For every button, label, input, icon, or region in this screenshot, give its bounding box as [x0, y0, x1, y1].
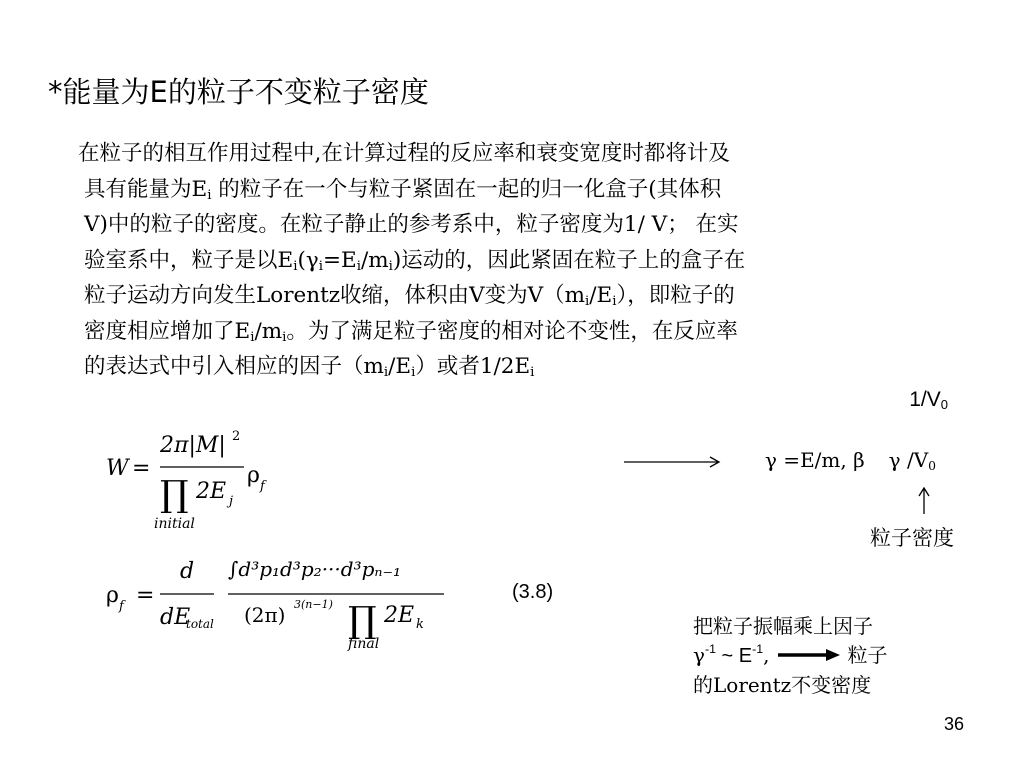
para-l4-c: =E	[322, 247, 357, 273]
eq-rho-den-a: (2π)	[244, 603, 286, 627]
note-line-2	[693, 641, 933, 671]
para-l5-a: 粒子运动方向发生Lorentz收缩，体积由V变为V（m	[84, 283, 585, 308]
gamma-relation-a: γ =E/m, β	[765, 448, 865, 472]
eq-w-num-sup: 2	[232, 429, 241, 444]
para-l4-a: 验室系中，粒子是以E	[84, 247, 294, 273]
note-line-3: 的Lorentz不变密度	[693, 673, 872, 697]
para-line-1: 在粒子的相互作用过程中,在计算过程的反应率和衰变宽度时都将计及	[78, 141, 730, 166]
para-l2-a: 具有能量为E	[84, 176, 208, 202]
eq-rho-dE-sub: total	[186, 617, 214, 631]
para-l4-sub2: i	[318, 258, 323, 274]
equation-number: (3.8)	[512, 581, 554, 603]
para-l5-b: /E	[589, 283, 613, 308]
note-tilde-e: ~ E	[715, 645, 753, 667]
eq-rho-product-icon: ∏	[348, 600, 377, 641]
up-arrow-icon	[916, 486, 932, 516]
eq-w-rho-sub: f	[260, 479, 265, 494]
para-l7-a: 的表达式中引入相应的因子（m	[84, 354, 384, 379]
inverse-volume-label	[909, 388, 948, 412]
inverse-volume-base: 1/V	[909, 388, 941, 411]
para-line-7	[84, 349, 944, 385]
para-l4-e: )运动的，因此紧固在粒子上的盒子在	[392, 247, 746, 273]
eq-rho-numerator: ∫d³p₁d³p₂···d³pₙ₋₁	[228, 557, 402, 581]
para-l6-c: 。为了满足粒子密度的相对论不变性，在反应率	[286, 318, 738, 344]
eq-rho-den-sup: 3(n−1)	[294, 598, 333, 611]
eq-w-product-icon: ∏	[160, 474, 189, 515]
para-l2-sub: i	[207, 187, 212, 203]
eq-w-equals: =	[132, 456, 151, 481]
gamma-relation-b: γ /V	[888, 448, 929, 472]
para-line-4	[84, 243, 944, 279]
para-line-6	[84, 314, 944, 350]
note-particle: 粒子	[847, 643, 888, 667]
para-l6-a: 密度相应增加了E	[84, 318, 251, 344]
para-l7-sub1: i	[383, 365, 389, 380]
para-l7-sub3: i	[530, 365, 535, 380]
eq-w-under: initial	[154, 516, 195, 532]
equation-w	[104, 420, 284, 535]
note-gamma: γ	[693, 643, 705, 667]
note-line-1: 把粒子振幅乘上因子	[693, 614, 873, 638]
eq-w-den-sub: j	[229, 494, 234, 509]
para-l6-b: /m	[254, 318, 283, 344]
eq-rho-lhs: ρ	[106, 583, 119, 608]
amplitude-note	[693, 612, 933, 700]
eq-rho-den-sub: k	[416, 617, 424, 632]
eq-rho-lhs-sub: f	[119, 599, 124, 614]
para-l4-d: /m	[360, 247, 389, 273]
slide-title: *能量为E的粒子不变粒子密度	[48, 75, 429, 109]
right-arrow-icon	[622, 454, 726, 470]
eq-rho-d: d	[180, 559, 195, 584]
para-l7-sub2: i	[411, 365, 416, 380]
para-l4-sub1: i	[293, 258, 298, 274]
eq-rho-den-b: 2E	[384, 603, 415, 628]
eq-w-denominator: 2E	[196, 479, 227, 504]
para-l7-c: ）或者1/2E	[415, 354, 531, 379]
note-sup-1: -1	[704, 642, 716, 656]
eq-rho-equals: =	[136, 583, 155, 608]
eq-w-rho: ρ	[247, 463, 260, 488]
eq-w-numerator: 2π|M|	[160, 433, 226, 458]
para-l5-sub2: i	[612, 294, 617, 309]
para-l2-b: 的粒子在一个与粒子紧固在一起的归一化盒子(其体积	[211, 176, 722, 202]
para-line-5	[84, 278, 944, 314]
para-l7-b: /E	[388, 354, 412, 379]
inverse-volume-sub: 0	[940, 397, 948, 412]
para-l4-sub3: i	[356, 258, 361, 274]
para-l4-b: (γ	[297, 247, 319, 273]
bold-arrow-icon	[776, 648, 842, 662]
eq-w-lhs: W	[106, 456, 129, 481]
eq-rho-under: final	[348, 636, 380, 652]
page-number: 36	[943, 714, 964, 734]
gamma-relation	[765, 448, 936, 472]
para-l6-sub1: i	[250, 329, 255, 345]
para-l4-sub4: i	[388, 258, 393, 274]
note-sup-2: -1	[752, 642, 764, 656]
equation-rho	[104, 538, 449, 653]
para-l5-sub1: i	[584, 294, 590, 309]
body-paragraph	[78, 136, 944, 385]
para-line-3: V)中的粒子的密度。在粒子静止的参考系中，粒子密度为1/ V； 在实	[84, 212, 739, 237]
density-label: 粒子密度	[870, 526, 954, 550]
para-line-2	[84, 172, 944, 208]
eq-rho-dE: dE	[160, 605, 191, 630]
para-l6-sub2: i	[282, 329, 287, 345]
para-l5-c: ），即粒子的	[616, 283, 735, 308]
note-comma: ,	[763, 643, 770, 667]
gamma-relation-sub: 0	[928, 458, 937, 473]
